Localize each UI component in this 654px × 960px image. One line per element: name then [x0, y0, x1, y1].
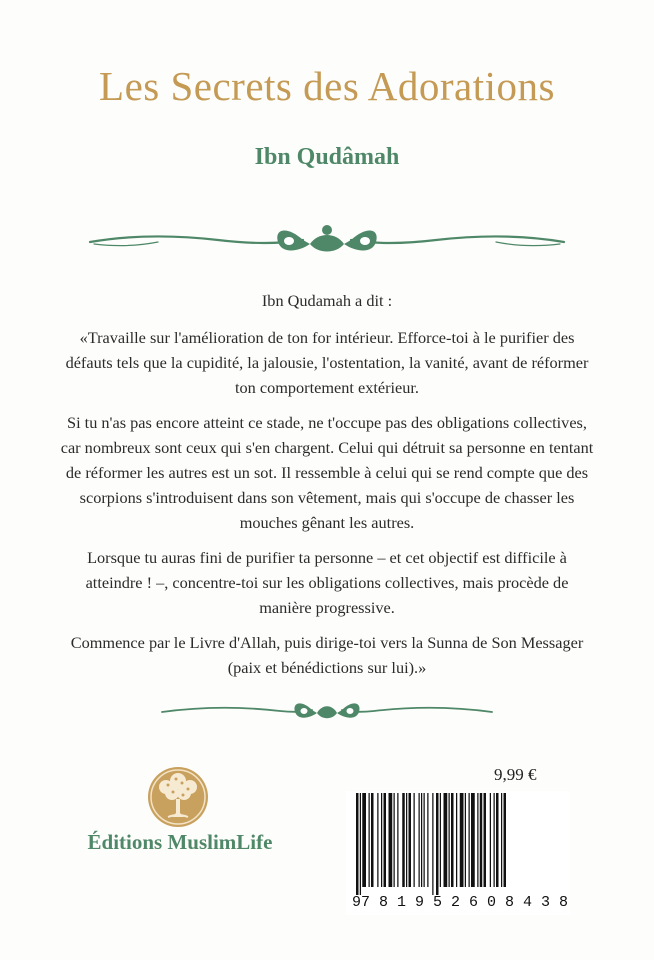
- barcode-bar: [469, 793, 470, 887]
- barcode-bar: [360, 793, 361, 895]
- barcode-bar: [490, 793, 491, 887]
- barcode-bar: [477, 793, 478, 887]
- isbn-barcode: [346, 791, 578, 915]
- barcode-bar: [414, 793, 415, 887]
- quote-paragraph: «Travaille sur l'amélioration de ton for intérieur. Efforce-toi à le purifier des défauts tels que la cupidité, la jalousie, l'ostentation, la vanité, avant de réformer ton comportement extérieur.: [65, 328, 589, 397]
- barcode-bar: [424, 793, 425, 887]
- barcode-bar: [402, 793, 405, 887]
- tree-logo-icon: [146, 765, 210, 829]
- barcode-bar: [504, 793, 507, 887]
- barcode-bar: [409, 793, 412, 887]
- quote-paragraph: Si tu n'as pas encore atteint ce stade, ne t'occupe pas des obligations collectives, car nombreux sont ceux qui s'en chargent. Celui qui détruit sa personne en tentant de réformer les autres est un sot. Il ressemble à celui qui se rend compte que des scorpions s'introduisent dans son vêtement, mais qui s'occupe de chasser les mouches gênant les autres.: [60, 413, 594, 532]
- barcode-bar: [362, 793, 366, 887]
- publisher-name: Éditions MuslimLife: [87, 830, 273, 854]
- quote-paragraph: Commence par le Livre d'Allah, puis dirige-toi vers la Sunna de Son Messager (paix et bénédictions sur lui).»: [70, 633, 584, 677]
- isbn-left-group: 781952: [361, 893, 470, 911]
- barcode-bar: [471, 793, 475, 887]
- barcode-bar: [460, 793, 464, 887]
- quote-intro: Ibn Qudamah a dit :: [261, 291, 393, 310]
- book-title: Les Secrets des Adorations: [99, 63, 555, 109]
- barcode-bar: [480, 793, 483, 887]
- ornament-divider-top: [88, 218, 566, 262]
- barcode-bar: [406, 793, 407, 887]
- barcode-bar: [484, 793, 487, 887]
- ornament-divider-bottom: [160, 694, 494, 726]
- barcode-bar: [440, 793, 441, 887]
- barcode-bar: [371, 793, 374, 887]
- barcode-bar: [494, 793, 495, 887]
- barcode-bar: [496, 793, 499, 887]
- isbn-right-group: 608438: [469, 893, 578, 911]
- barcode-bar: [427, 793, 428, 887]
- barcode-bar: [449, 793, 450, 887]
- barcode-bar: [444, 793, 448, 887]
- quote-block: [60, 288, 594, 690]
- barcode-bar: [397, 793, 398, 887]
- barcode-bar: [381, 793, 382, 887]
- barcode-bar: [419, 793, 420, 887]
- isbn-prefix-digit: 9: [352, 893, 362, 911]
- barcode-bar: [432, 793, 433, 895]
- price-label: 9,99 €: [494, 765, 537, 784]
- barcode-bar: [465, 793, 466, 887]
- barcode-bar: [421, 793, 422, 887]
- isbn-number: [346, 891, 578, 913]
- barcode-bar: [456, 793, 457, 887]
- barcode-bar: [384, 793, 387, 887]
- book-author: Ibn Qudâmah: [254, 144, 400, 170]
- barcode-bar: [501, 793, 502, 887]
- barcode-bar: [377, 793, 378, 887]
- barcode-bar: [436, 793, 439, 895]
- barcode-bars: [346, 791, 570, 895]
- barcode-bar: [369, 793, 370, 887]
- quote-paragraph: Lorsque tu auras fini de purifier ta personne – et cet objectif est difficile à atteindre ! –, concentre-toi sur les obligations collectives, mais procède de manière progressive.: [85, 548, 569, 617]
- barcode-bar: [451, 793, 454, 887]
- barcode-bar: [389, 793, 393, 887]
- barcode-bar: [394, 793, 395, 887]
- barcode-bar: [356, 793, 359, 895]
